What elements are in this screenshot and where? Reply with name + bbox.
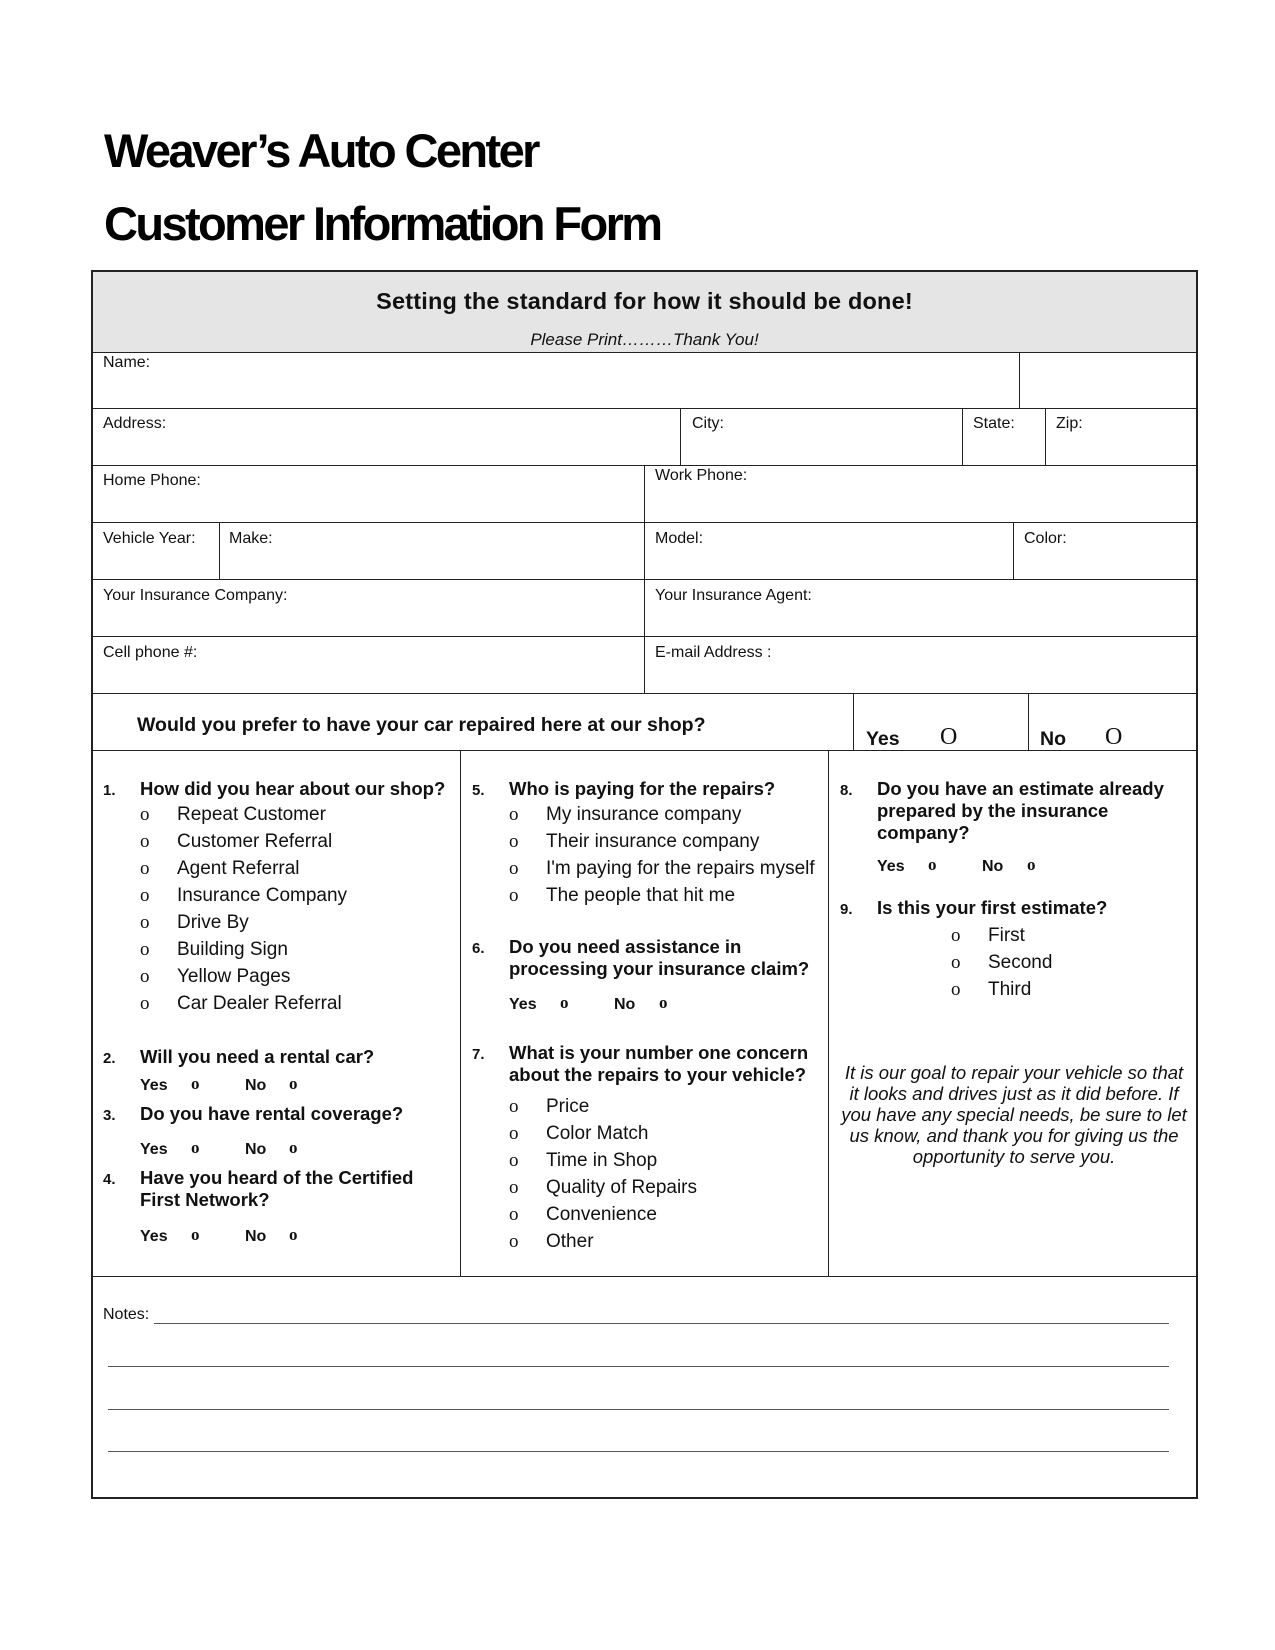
q2-text: Will you need a rental car? <box>140 1046 375 1067</box>
q8-number: 8. <box>840 782 853 799</box>
q4-number: 4. <box>103 1171 116 1188</box>
rule-name-split <box>1019 352 1020 408</box>
vehicle-year-label[interactable]: Vehicle Year: <box>103 530 196 547</box>
q7-text-line2: about the repairs to your vehicle? <box>509 1064 807 1085</box>
email-label[interactable]: E-mail Address : <box>655 644 772 661</box>
q9-option-label: Third <box>988 979 1032 1000</box>
q3-number: 3. <box>103 1107 116 1124</box>
color-label[interactable]: Color: <box>1024 530 1067 547</box>
q7-option-label: Color Match <box>546 1123 649 1144</box>
prefer-yes-radio[interactable]: O <box>940 724 958 750</box>
insurance-agent-label[interactable]: Your Insurance Agent: <box>655 587 812 604</box>
address-label[interactable]: Address: <box>103 415 167 432</box>
q7-option-radio[interactable]: o <box>509 1177 519 1198</box>
q4-text-line2: First Network? <box>140 1189 270 1210</box>
q1-option-label: Agent Referral <box>177 858 300 879</box>
rule-questions-bottom <box>92 1276 1197 1277</box>
q1-option-label: Car Dealer Referral <box>177 993 342 1014</box>
q1-option-label: Drive By <box>177 912 249 933</box>
q4-yes-label: Yes <box>140 1228 168 1245</box>
company-title: Weaver’s Auto Center <box>104 124 538 177</box>
work-phone-label[interactable]: Work Phone: <box>655 467 748 484</box>
city-label[interactable]: City: <box>692 415 724 432</box>
q1-text: How did you hear about our shop? <box>140 778 446 799</box>
q1-option-radio[interactable]: o <box>140 966 150 987</box>
q7-option-label: Time in Shop <box>546 1150 658 1171</box>
q7-option-label: Price <box>546 1096 590 1117</box>
q7-text-line1: What is your number one concern <box>509 1042 809 1063</box>
rule-yes-left <box>853 693 854 750</box>
q1-option-label: Customer Referral <box>177 831 333 852</box>
q4-yes-radio[interactable]: o <box>191 1225 200 1244</box>
q9-option-radio[interactable]: o <box>951 925 961 946</box>
notes-line[interactable] <box>108 1451 1169 1452</box>
q8-no-radio[interactable]: o <box>1027 855 1036 874</box>
q8-text-line3: company? <box>877 822 970 843</box>
q8-text-line2: prepared by the insurance <box>877 800 1109 821</box>
rule-color-left <box>1013 522 1014 579</box>
q6-no-label: No <box>614 996 636 1013</box>
rule-col2-right <box>828 750 829 1276</box>
rule-prefer-bottom <box>92 750 1197 751</box>
q1-option-label: Building Sign <box>177 939 288 960</box>
notes-label: Notes: <box>103 1306 150 1323</box>
goal-statement <box>833 1062 1195 1167</box>
prefer-no-radio[interactable]: O <box>1105 724 1123 750</box>
q3-text: Do you have rental coverage? <box>140 1103 404 1124</box>
notes-line[interactable] <box>108 1366 1169 1367</box>
rule-middle-split <box>644 465 645 693</box>
q5-option-label: Their insurance company <box>546 831 760 852</box>
q3-no-radio[interactable]: o <box>289 1138 298 1157</box>
insurance-company-label[interactable]: Your Insurance Company: <box>103 587 288 604</box>
q2-number: 2. <box>103 1050 116 1067</box>
q8-no-label: No <box>982 858 1004 875</box>
q5-option-label: I'm paying for the repairs myself <box>546 858 815 879</box>
q6-text-line1: Do you need assistance in <box>509 936 742 957</box>
q3-yes-radio[interactable]: o <box>191 1138 200 1157</box>
q3-no-label: No <box>245 1141 267 1158</box>
banner-slogan: Setting the standard for how it should be done! <box>376 288 913 314</box>
rule-name-bottom <box>92 408 1197 409</box>
q1-option-radio[interactable]: o <box>140 831 150 852</box>
q5-text: Who is paying for the repairs? <box>509 778 776 799</box>
q9-number: 9. <box>840 901 853 918</box>
q1-option-radio[interactable]: o <box>140 804 150 825</box>
goal-line: It is our goal to repair your vehicle so that <box>844 1062 1184 1083</box>
q7-number: 7. <box>472 1046 485 1063</box>
q1-option-label: Insurance Company <box>177 885 348 906</box>
q8-text-line1: Do you have an estimate already <box>877 778 1164 799</box>
goal-line: you have any special needs, be sure to let <box>841 1104 1187 1125</box>
cell-phone-label[interactable]: Cell phone #: <box>103 644 198 661</box>
q4-text-line1: Have you heard of the Certified <box>140 1167 414 1188</box>
q5-option-radio[interactable]: o <box>509 858 519 879</box>
goal-line: us know, and thank you for giving us the <box>849 1125 1179 1146</box>
rule-city-left <box>680 408 681 465</box>
q8-yes-radio[interactable]: o <box>928 855 937 874</box>
zip-label[interactable]: Zip: <box>1056 415 1083 432</box>
q1-option-radio[interactable]: o <box>140 912 150 933</box>
rule-no-left <box>1028 693 1029 750</box>
q6-yes-label: Yes <box>509 996 537 1013</box>
q5-option-label: The people that hit me <box>546 885 736 906</box>
rule-zip-left <box>1045 408 1046 465</box>
q5-option-radio[interactable]: o <box>509 831 519 852</box>
q9-option-label: First <box>988 925 1025 946</box>
rule-state-left <box>962 408 963 465</box>
notes-line[interactable] <box>108 1409 1169 1410</box>
q3-yes-label: Yes <box>140 1141 168 1158</box>
q7-option-radio[interactable]: o <box>509 1096 519 1117</box>
rule-cell-bottom <box>92 693 1197 694</box>
make-label[interactable]: Make: <box>229 530 273 547</box>
q7-option-radio[interactable]: o <box>509 1150 519 1171</box>
prefer-no-label: No <box>1040 728 1066 750</box>
prefer-yes-label: Yes <box>866 728 900 750</box>
q7-option-radio[interactable]: o <box>509 1204 519 1225</box>
rule-make-left <box>219 522 220 579</box>
goal-line: opportunity to serve you. <box>912 1146 1116 1167</box>
q6-yes-radio[interactable]: o <box>560 993 569 1012</box>
form-title: Customer Information Form <box>104 197 661 250</box>
q1-option-radio[interactable]: o <box>140 858 150 879</box>
notes-line[interactable] <box>154 1323 1169 1324</box>
model-label[interactable]: Model: <box>655 530 704 547</box>
q5-option-radio[interactable]: o <box>509 804 519 825</box>
q8-yes-label: Yes <box>877 858 905 875</box>
q5-option-radio[interactable]: o <box>509 885 519 906</box>
q7-option-label: Other <box>546 1231 594 1252</box>
q1-option-label: Repeat Customer <box>177 804 326 825</box>
q9-option-radio[interactable]: o <box>951 952 961 973</box>
q9-option-radio[interactable]: o <box>951 979 961 1000</box>
q4-no-radio[interactable]: o <box>289 1225 298 1244</box>
q7-option-radio[interactable]: o <box>509 1123 519 1144</box>
q9-text: Is this your first estimate? <box>877 897 1108 918</box>
name-label[interactable]: Name: <box>103 354 151 371</box>
state-label[interactable]: State: <box>973 415 1015 432</box>
rule-col1-right <box>460 750 461 1276</box>
q1-option-radio[interactable]: o <box>140 993 150 1014</box>
q6-number: 6. <box>472 940 485 957</box>
q4-no-label: No <box>245 1228 267 1245</box>
q1-option-radio[interactable]: o <box>140 939 150 960</box>
rule-banner-bottom <box>92 352 1197 353</box>
q2-yes-radio[interactable]: o <box>191 1074 200 1093</box>
q1-option-label: Yellow Pages <box>177 966 291 987</box>
q5-number: 5. <box>472 782 485 799</box>
q1-number: 1. <box>103 782 116 799</box>
q2-no-label: No <box>245 1077 267 1094</box>
q7-option-label: Quality of Repairs <box>546 1177 698 1198</box>
q9-option-label: Second <box>988 952 1053 973</box>
q6-no-radio[interactable]: o <box>659 993 668 1012</box>
banner-subtitle: Please Print………Thank You! <box>530 330 759 349</box>
goal-line: it looks and drives just as it did before. If <box>849 1083 1179 1104</box>
q2-yes-label: Yes <box>140 1077 168 1094</box>
q5-option-label: My insurance company <box>546 804 742 825</box>
q6-text-line2: processing your insurance claim? <box>509 958 810 979</box>
q2-no-radio[interactable]: o <box>289 1074 298 1093</box>
q7-option-radio[interactable]: o <box>509 1231 519 1252</box>
home-phone-label[interactable]: Home Phone: <box>103 472 201 489</box>
prefer-question: Would you prefer to have your car repaired here at our shop? <box>137 714 706 736</box>
q1-option-radio[interactable]: o <box>140 885 150 906</box>
q7-option-label: Convenience <box>546 1204 657 1225</box>
